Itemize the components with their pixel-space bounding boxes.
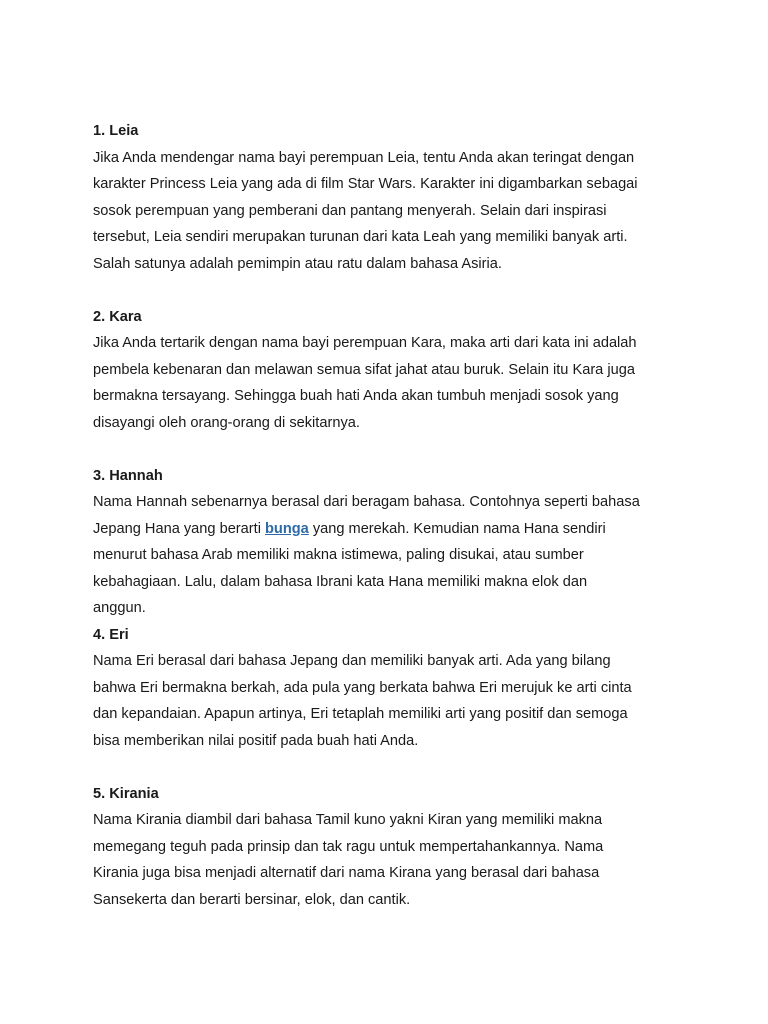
body-line: disayangi oleh orang-orang di sekitarnya. bbox=[93, 414, 360, 431]
body-line: dan kepandaian. Apapun artinya, Eri tetaplah memiliki arti yang positif dan semoga bbox=[93, 706, 628, 722]
body-line: Nama Eri berasal dari bahasa Jepang dan memiliki banyak arti. Ada yang bilang bbox=[93, 653, 611, 669]
body-text: Jepang Hana yang berarti bbox=[93, 520, 265, 537]
entry-leia bbox=[93, 118, 693, 277]
entry-kara bbox=[93, 304, 693, 437]
entry-body bbox=[93, 330, 693, 436]
document-page bbox=[93, 118, 693, 913]
entry-hannah bbox=[93, 463, 693, 622]
entry-kirania bbox=[93, 781, 693, 914]
entry-title: 3. Hannah bbox=[93, 467, 163, 484]
entry-title: 2. Kara bbox=[93, 308, 142, 325]
body-line: Nama Hannah sebenarnya berasal dari beragam bahasa. Contohnya seperti bahasa bbox=[93, 494, 640, 510]
body-line: Jika Anda mendengar nama bayi perempuan Leia, tentu Anda akan teringat dengan bbox=[93, 149, 635, 166]
body-line: pembela kebenaran dan melawan semua sifat jahat atau buruk. Selain itu Kara juga bbox=[93, 361, 635, 378]
body-line: Kirania juga bisa menjadi alternatif dari nama Kirana yang berasal dari bahasa bbox=[93, 865, 600, 881]
body-line: karakter Princess Leia yang ada di film Star Wars. Karakter ini digambarkan sebagai bbox=[93, 176, 638, 192]
body-line: anggun. bbox=[93, 600, 146, 616]
body-line: bisa memberikan nilai positif pada buah hati Anda. bbox=[93, 732, 419, 749]
entry-body bbox=[93, 648, 693, 754]
body-line: sosok perempuan yang pemberani dan pantang menyerah. Selain dari inspirasi bbox=[93, 202, 607, 219]
entry-eri bbox=[93, 622, 693, 755]
body-text: yang merekah. Kemudian nama Hana sendiri bbox=[308, 520, 606, 537]
entry-title: 4. Eri bbox=[93, 626, 129, 643]
body-line: Sansekerta dan berarti bersinar, elok, dan cantik. bbox=[93, 891, 411, 908]
entry-title: 5. Kirania bbox=[93, 785, 159, 802]
body-line: Jika Anda tertarik dengan nama bayi perempuan Kara, maka arti dari kata ini adalah bbox=[93, 335, 637, 351]
bunga-link[interactable]: bunga bbox=[265, 520, 309, 537]
body-line: bahwa Eri bermakna berkah, ada pula yang berkata bahwa Eri merujuk ke arti cinta bbox=[93, 679, 632, 696]
entry-body bbox=[93, 145, 693, 278]
body-line: kebahagiaan. Lalu, dalam bahasa Ibrani kata Hana memiliki makna elok dan bbox=[93, 573, 588, 590]
body-line: menurut bahasa Arab memiliki makna istimewa, paling disukai, atau sumber bbox=[93, 547, 584, 563]
body-line: Nama Kirania diambil dari bahasa Tamil kuno yakni Kiran yang memiliki makna bbox=[93, 812, 603, 828]
body-line: bermakna tersayang. Sehingga buah hati Anda akan tumbuh menjadi sosok yang bbox=[93, 388, 619, 404]
entry-title: 1. Leia bbox=[93, 123, 139, 139]
body-line: Salah satunya adalah pemimpin atau ratu dalam bahasa Asiria. bbox=[93, 255, 502, 272]
body-line: memegang teguh pada prinsip dan tak ragu untuk mempertahankannya. Nama bbox=[93, 838, 604, 855]
entry-body bbox=[93, 489, 693, 622]
entry-body bbox=[93, 807, 693, 913]
body-line: tersebut, Leia sendiri merupakan turunan dari kata Leah yang memiliki banyak arti. bbox=[93, 229, 628, 245]
body-line-with-link bbox=[93, 516, 693, 543]
